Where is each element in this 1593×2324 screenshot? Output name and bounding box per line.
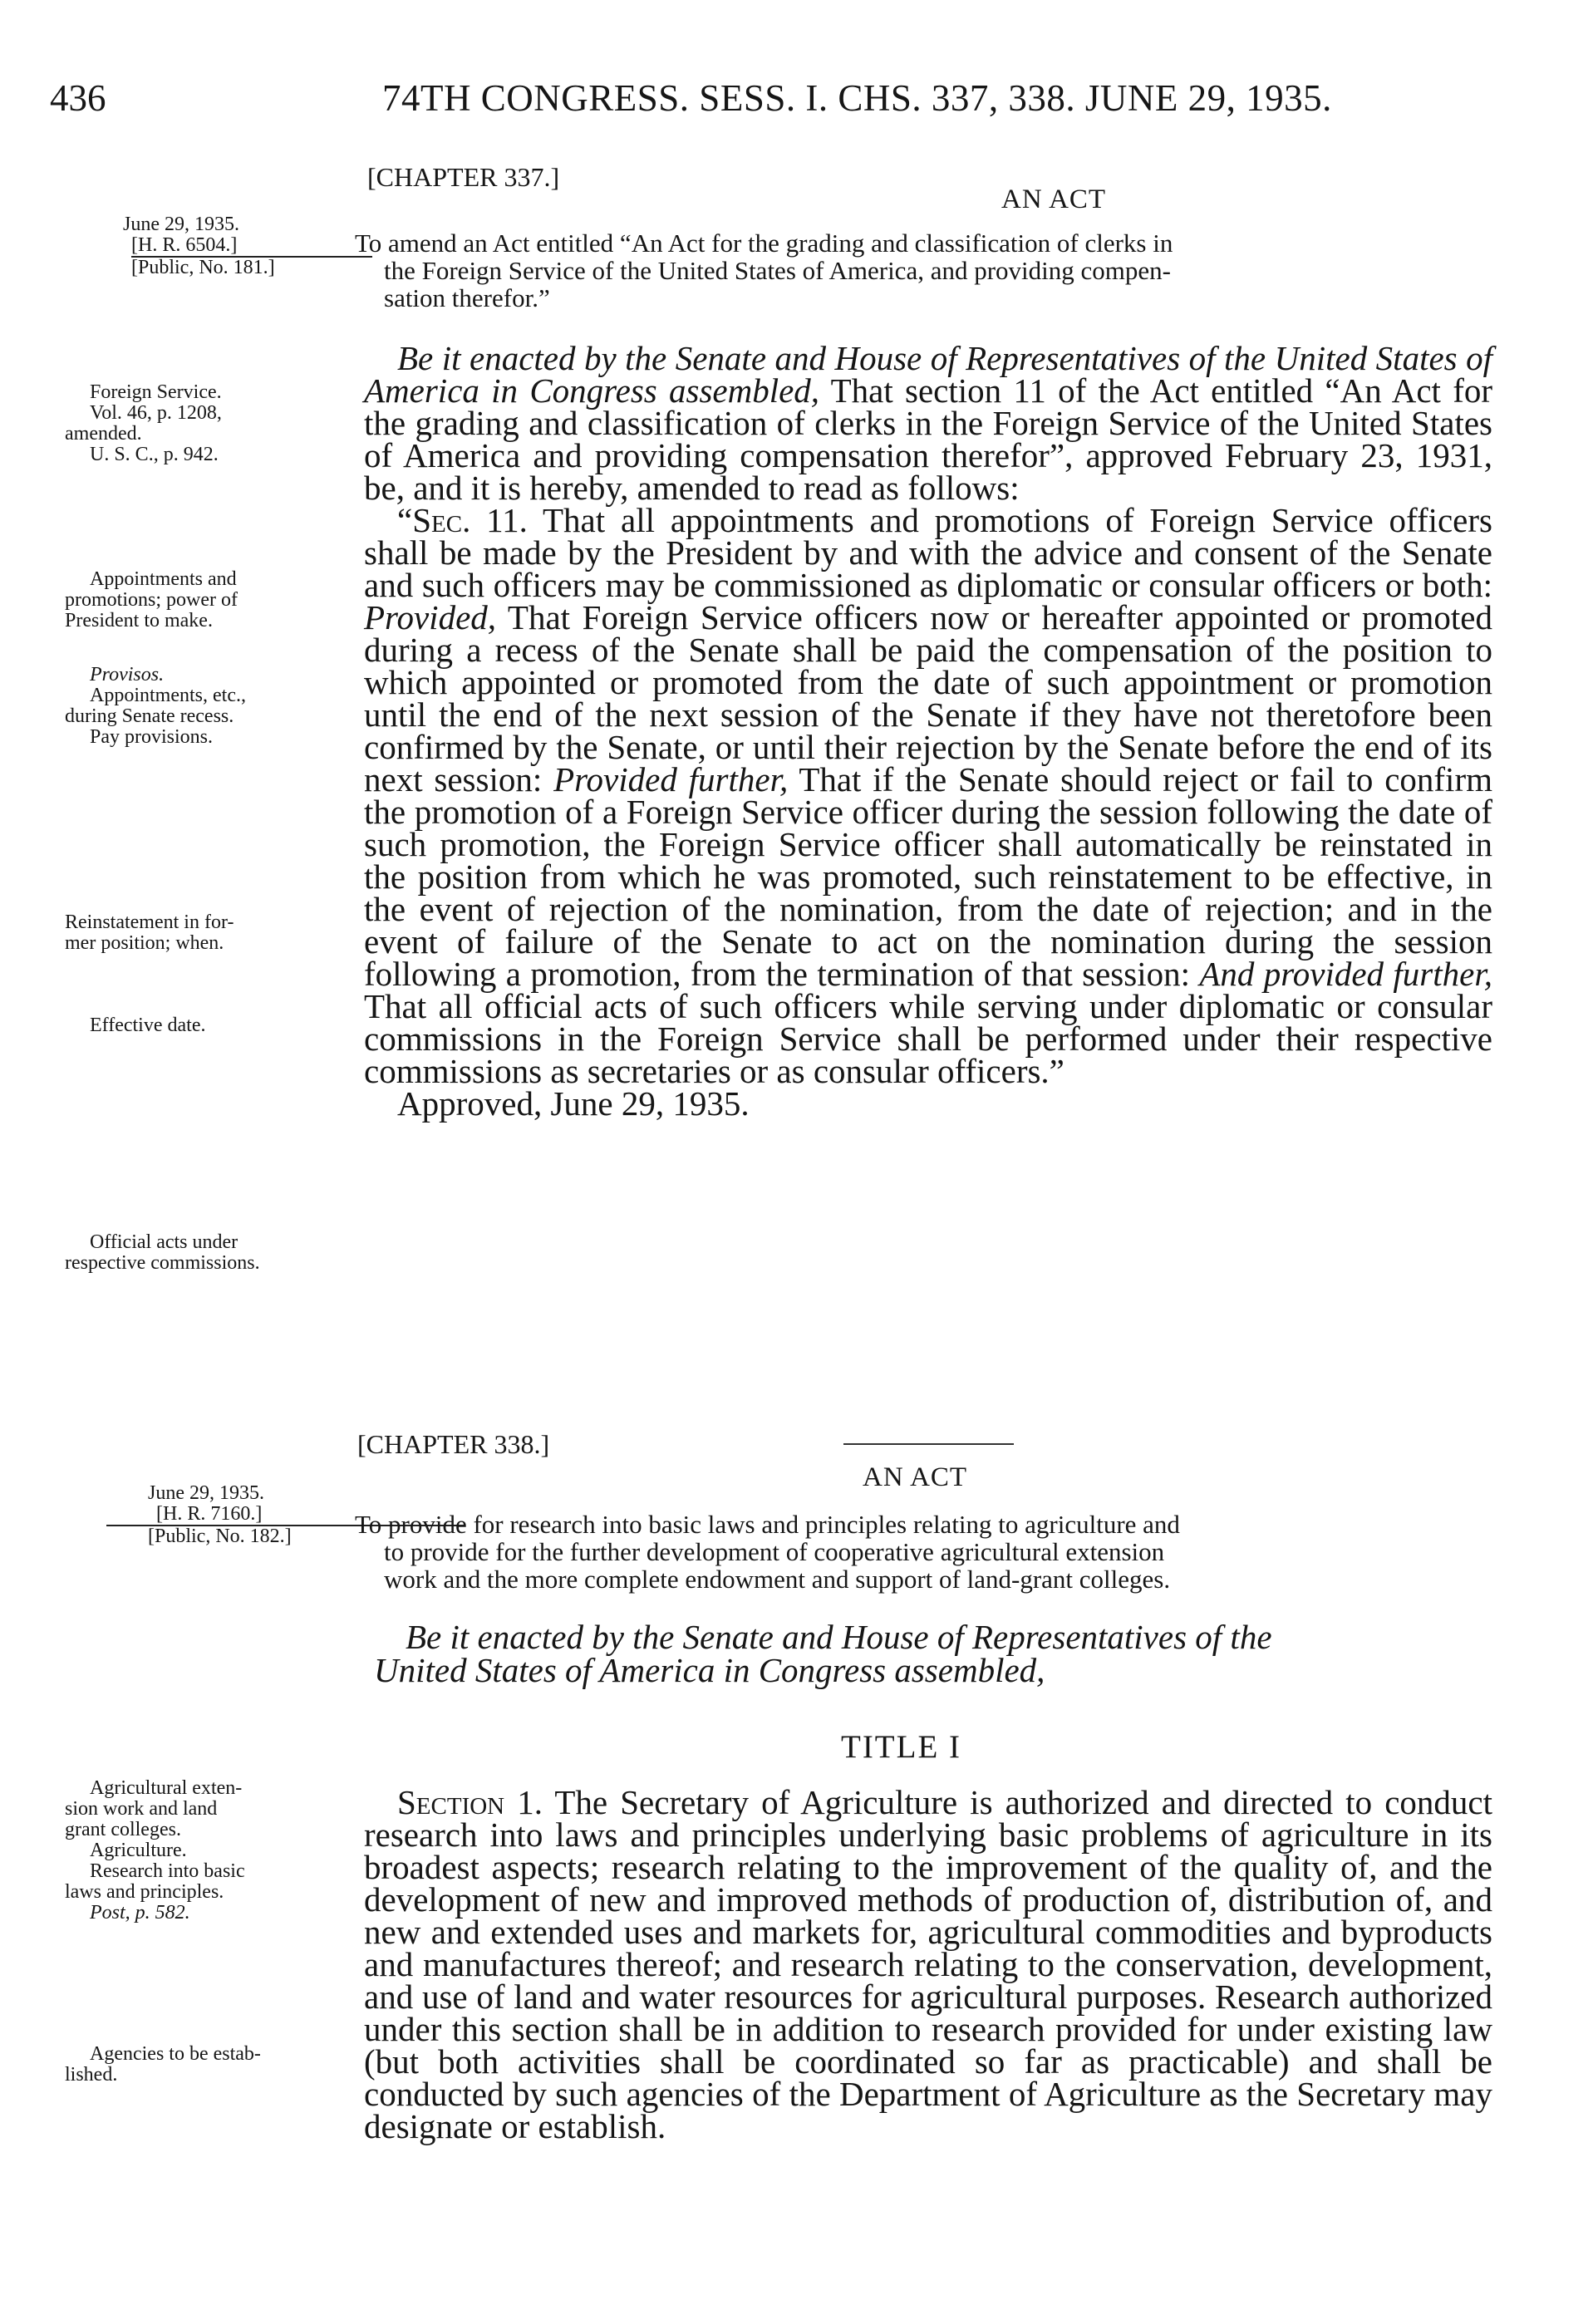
chapter-337-body [364,339,1493,1123]
margin-note-reinstatement: Reinstatement in for- mer position; when. [65,911,234,954]
chapter-338-heading: [CHAPTER 338.] [357,1429,550,1459]
ch338-title-line: To provide for research into basic laws and principles relating to agriculture and [355,1510,1180,1539]
chapter-separator-rule [843,1443,1014,1445]
ch338-public: [Public, No. 182.] [148,1526,292,1547]
ch337-enacting-paragraph: Be it enacted by the Senate and House of Representatives of the United States of America in Congress assembled, That section 11 of the Act entitled “An Act for the grading and classification of clerks in the Foreign Service of the United States of America and providing compensation therefor”, approved February 23, 1931, be, and it is hereby, amended to read as follows: [364,339,1493,507]
chapter-337-an-act: AN ACT [1001,184,1107,214]
chapter-338-an-act: AN ACT [863,1462,968,1492]
ch338-section-1: Section 1. The Secretary of Agriculture is authorized and directed to conduct research into laws and principles underlying basic problems of agriculture in its broadest aspects; research relating to the improvement of the quality of, and the development of new and improved methods of production of, distribution of, and new and extended uses and markets for, agricultural commodities and byproducts and manufactures thereof; and research relating to the conservation, development, and use of land and water resources for agricultural purposes. Research authorized under this section shall be in addition to research provided for under existing law (but both activities shall be coordinated so far as practicable) and shall be conducted by such agencies of the Department of Agriculture as the Secretary may designate or establish. [364,1783,1492,2145]
ch338-bill: [H. R. 7160.] [106,1504,464,1526]
ch337-title-line: To amend an Act entitled “An Act for the grading and classification of clerks in [355,228,1173,258]
ch338-title-line: work and the more complete endowment and support of land-grant colleges. [384,1565,1171,1594]
margin-note-official-acts: Official acts under respective commissions. [65,1231,260,1274]
chapter-337-heading: [CHAPTER 337.] [367,162,560,192]
ch338-date: June 29, 1935. [148,1482,264,1504]
margin-note-effective-date: Effective date. [90,1015,206,1036]
ch338-enacting-clause: Be it enacted by the Senate and House of Representatives of the United States of America in Congress assembled, [374,1618,1272,1689]
ch337-approved: Approved, June 29, 1935. [397,1084,750,1123]
margin-note-appointments: Appointments and promotions; power of President to make. [65,568,238,631]
running-head: 74TH CONGRESS. SESS. I. CHS. 337, 338. JUNE 29, 1935. [382,77,1332,119]
margin-note-foreign-service: Foreign Service. Vol. 46, p. 1208, amended. U. S. C., p. 942. [65,381,222,465]
page-number: 436 [50,77,106,119]
margin-note-provisos: Provisos. Appointments, etc., during Senate recess. Pay provisions. [65,664,246,748]
ch337-bill: [H. R. 6504.] [131,235,372,258]
ch337-title-line: the Foreign Service of the United States of America, and providing compen- [384,256,1171,285]
ch337-enacting-clause: Be it enacted by the Senate and House of Representatives of the United States of America in Congress assembled, [364,339,1492,410]
chapter-338-body [364,1783,1492,2145]
chapter-338-title [355,1511,1493,1593]
running-header [50,76,1496,126]
ch337-title-line: sation therefor.” [384,283,550,312]
chapter-337-title [355,229,1493,312]
margin-note-agricultural-extension: Agricultural exten- sion work and land grant colleges. Agriculture. Research into basic laws and principles. Post, p. 582. [65,1777,245,1924]
ch337-public: [Public, No. 181.] [131,257,275,278]
ch337-section-11: “Sec. 11. That all appointments and promotions of Foreign Service officers shall be made by the President by and with the advice and consent of the Senate and such officers may be commissioned as diplomatic or consular officers or both: Provided, That Foreign Service officers now or hereafter appointed or promoted during a recess of the Senate shall be paid the compensation of the position to which appointed or promoted from the date of such appointment or promotion until the end of the next session of the Senate if they have not theretofore been confirmed by the Senate, or until their rejection by the Senate before the end of its next session: Provided further, That if the Senate should reject or fail to confirm the promotion of a Foreign Service officer during the session following the date of such promotion, the Foreign Service officer shall automatically be reinstated in the position from which he was promoted, such reinstatement to be effective, in the event of rejection of the nomination, from the date of rejection; and in the event of failure of the Senate to act on the nomination during the session following a promotion, from the termination of that session: And provided further, That all official acts of such officers while serving under diplomatic or consular commissions in the Foreign Service shall be performed under their respective commissions as secretaries or as consular officers.” [364,501,1493,1090]
ch338-title-line: to provide for the further development of cooperative agricultural extension [384,1537,1165,1566]
chapter-338-bill-note [65,1483,347,1547]
title-i-heading: TITLE I [841,1729,962,1765]
chapter-337-bill-note [65,214,347,278]
ch337-date: June 29, 1935. [123,214,239,235]
margin-note-agencies: Agencies to be estab- lished. [65,2043,261,2086]
